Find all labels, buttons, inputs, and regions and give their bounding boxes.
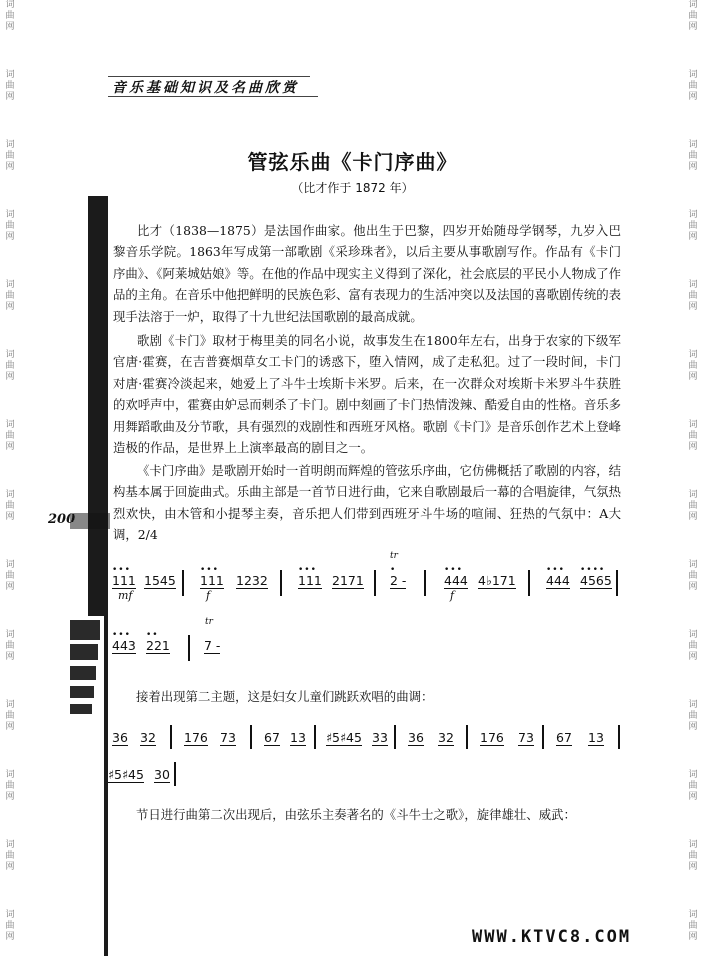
watermark-char: 网 xyxy=(688,92,698,102)
watermark-char: 词 xyxy=(5,70,15,80)
note-group: 2 - xyxy=(390,573,407,588)
watermark-char: 网 xyxy=(5,162,15,172)
book-title: 音乐基础知识及名曲欣赏 xyxy=(112,80,299,96)
octave-dots: ••• xyxy=(112,565,131,575)
note-group: 67 xyxy=(264,725,280,746)
watermark-char: 曲 xyxy=(688,151,698,161)
barline xyxy=(528,570,530,596)
watermark-char: 网 xyxy=(5,582,15,592)
octave-dots: ••• xyxy=(546,565,565,575)
octave-dots: ••• xyxy=(444,565,463,575)
watermark-char: 网 xyxy=(688,932,698,942)
header-rule-bottom xyxy=(108,96,318,97)
watermark-char: 词 xyxy=(5,140,15,150)
watermark-char: 曲 xyxy=(5,711,15,721)
watermark-char: 曲 xyxy=(5,571,15,581)
watermark-char: 曲 xyxy=(688,921,698,931)
watermark-char: 曲 xyxy=(688,501,698,511)
watermark-char: 曲 xyxy=(5,641,15,651)
watermark-char: 网 xyxy=(5,22,15,32)
note-group: 67 xyxy=(556,725,572,746)
watermark-char: 词 xyxy=(5,910,15,920)
watermark-char: 词 xyxy=(688,700,698,710)
note-group: 1232 xyxy=(236,573,268,588)
octave-dots: •••• xyxy=(580,565,606,575)
paragraph-2: 歌剧《卡门》取材于梅里美的同名小说，故事发生在1800年左右，出身于农家的下级军官唐·霍赛，在吉普赛烟草女工卡门的诱惑下，堕入情网，成了走私犯。过了一段时间，卡门对唐·霍赛冷淡起来，她爱上了斗牛士埃斯卡米罗。后来，在一次群众对埃斯卡米罗斗牛获胜的欢呼声中，霍赛由妒忌而刺杀了卡门。剧中刻画了卡门热情泼辣、酷爱自由的性格。音乐多用舞蹈歌曲及分节歌，具有强烈的戏剧性和西班牙风格。歌剧《卡门》是音乐创作艺术上登峰造极的作品，是世界上上演率最高的剧目之一。 xyxy=(113,333,622,456)
barline xyxy=(280,570,282,596)
note-group: 36 xyxy=(408,725,424,746)
watermark-char: 词 xyxy=(5,560,15,570)
note-group: 33 xyxy=(372,725,388,746)
score2-row2 xyxy=(108,762,188,798)
watermark-char: 曲 xyxy=(5,81,15,91)
paragraph-3: 《卡门序曲》是歌剧开始时一首明朗而辉煌的管弦乐序曲，它仿佛概括了歌剧的内容，结构基本属于回旋曲式。乐曲主部是一首节日进行曲，它来自歌剧最后一幕的合唱旋律，气氛热烈欢快，由木管和小提琴主奏，音乐把人们带到西班牙斗牛场的喧闹、狂热的气氛中：A大调，2/4 xyxy=(113,463,622,543)
watermark-char: 词 xyxy=(688,70,698,80)
watermark-char: 词 xyxy=(5,700,15,710)
note-group: 221 xyxy=(146,638,170,653)
watermark-char: 曲 xyxy=(688,81,698,91)
watermark-char: 词 xyxy=(5,210,15,220)
octave-dots: • xyxy=(390,565,397,575)
barline xyxy=(188,635,190,661)
note-group: 444 xyxy=(444,573,468,588)
watermark-char: 曲 xyxy=(5,501,15,511)
note-group: 7 - xyxy=(204,638,221,653)
watermark-char: 曲 xyxy=(5,11,15,21)
watermark-char: 词 xyxy=(688,560,698,570)
note-group: 4♭171 xyxy=(478,573,516,588)
watermark-char: 词 xyxy=(5,280,15,290)
barline xyxy=(174,762,176,786)
barline xyxy=(314,725,316,749)
watermark-char: 词 xyxy=(5,0,15,10)
watermark-char: 词 xyxy=(5,840,15,850)
watermark-char: 曲 xyxy=(688,361,698,371)
site-url: WWW.KTVC8.COM xyxy=(472,927,632,947)
watermark-char: 网 xyxy=(5,932,15,942)
watermark-char: 曲 xyxy=(5,781,15,791)
watermark-char: 词 xyxy=(688,840,698,850)
watermark-char: 网 xyxy=(688,862,698,872)
watermark-char: 网 xyxy=(688,722,698,732)
octave-dots: ••• xyxy=(200,565,219,575)
watermark-char: 曲 xyxy=(5,221,15,231)
watermark-char: 词 xyxy=(5,770,15,780)
note-group: 443 xyxy=(112,638,136,653)
barline xyxy=(618,725,620,749)
note-group: 111 xyxy=(112,573,136,588)
barline xyxy=(616,570,618,596)
barline xyxy=(250,725,252,749)
dynamic-marking: f xyxy=(206,589,211,602)
watermark-char: 曲 xyxy=(688,711,698,721)
watermark-char: 网 xyxy=(5,722,15,732)
watermark-char: 曲 xyxy=(5,151,15,161)
watermark-char: 词 xyxy=(688,140,698,150)
watermark-char: 网 xyxy=(5,652,15,662)
note-group: 73 xyxy=(518,725,534,746)
watermark-char: 网 xyxy=(5,232,15,242)
watermark-char: 词 xyxy=(5,350,15,360)
note-group: 111 xyxy=(200,573,224,588)
watermark-char: 曲 xyxy=(5,851,15,861)
note-group: 13 xyxy=(290,725,306,746)
watermark-char: 网 xyxy=(688,302,698,312)
page-title: 管弦乐曲《卡门序曲》 xyxy=(247,150,458,174)
watermark-char: 词 xyxy=(688,420,698,430)
octave-dots: •• xyxy=(146,630,159,640)
watermark-char: 词 xyxy=(5,420,15,430)
watermark-char: 网 xyxy=(688,442,698,452)
watermark-char: 网 xyxy=(5,92,15,102)
barline xyxy=(424,570,426,596)
note-group: 176 xyxy=(184,725,208,746)
paragraph-1: 比才（1838—1875）是法国作曲家。他出生于巴黎，四岁开始随母学钢琴，九岁入巴黎音乐学院。1863年写成第一部歌剧《采珍珠者》，以后主要从事歌剧写作。作品有《卡门序曲》、《阿莱城姑娘》等。在他的作品中现实主义得到了深化，社会底层的平民小人物成了作品的主角。在音乐中他把鲜明的民族色彩、富有表现力的生活冲突以及法国的喜歌剧传统的表现手法溶于一炉，取得了十九世纪法国歌剧的最高成就。 xyxy=(113,223,622,324)
watermark-char: 网 xyxy=(5,442,15,452)
watermark-char: 曲 xyxy=(688,11,698,21)
watermark-char: 词 xyxy=(5,630,15,640)
barline xyxy=(374,570,376,596)
octave-dots: ••• xyxy=(298,565,317,575)
score2-row1 xyxy=(108,725,628,761)
watermark-char: 网 xyxy=(688,792,698,802)
watermark-char: 曲 xyxy=(688,221,698,231)
watermark-char: 网 xyxy=(688,162,698,172)
watermark-char: 曲 xyxy=(688,641,698,651)
watermark-char: 网 xyxy=(5,862,15,872)
barline xyxy=(542,725,544,749)
watermark-char: 词 xyxy=(688,630,698,640)
dynamic-marking: mf xyxy=(118,589,133,602)
watermark-char: 词 xyxy=(688,0,698,10)
score1-row2 xyxy=(108,631,268,671)
dynamic-marking: f xyxy=(450,589,455,602)
watermark-char: 网 xyxy=(688,582,698,592)
barline xyxy=(182,570,184,596)
note-group: 73 xyxy=(220,725,236,746)
page-number: 200 xyxy=(48,512,76,527)
side-decoration-bar xyxy=(70,196,110,956)
note-group: 176 xyxy=(480,725,504,746)
trill-mark-1: tr xyxy=(390,551,398,561)
watermark-char: 词 xyxy=(5,490,15,500)
theme3-intro: 节日进行曲第二次出现后，由弦乐主奏著名的《斗牛士之歌》，旋律雄壮、威武： xyxy=(136,807,576,822)
barline xyxy=(170,725,172,749)
note-group: 111 xyxy=(298,573,322,588)
watermark-char: 网 xyxy=(688,22,698,32)
barline xyxy=(394,725,396,749)
watermark-char: 曲 xyxy=(688,851,698,861)
theme2-intro: 接着出现第二主题，这是妇女儿童们跳跃欢唱的曲调： xyxy=(136,689,434,704)
watermark-char: 网 xyxy=(5,512,15,522)
barline xyxy=(466,725,468,749)
score1-row1 xyxy=(108,566,628,606)
watermark-char: 网 xyxy=(688,512,698,522)
octave-dots: ••• xyxy=(112,630,131,640)
watermark-char: 网 xyxy=(688,652,698,662)
watermark-char: 曲 xyxy=(5,291,15,301)
watermark-char: 词 xyxy=(688,350,698,360)
watermark-char: 网 xyxy=(5,792,15,802)
watermark-char: 词 xyxy=(688,210,698,220)
watermark-char: 网 xyxy=(688,232,698,242)
note-group: 30 xyxy=(154,762,170,783)
trill-mark-2: tr xyxy=(205,617,213,627)
note-group: 1545 xyxy=(144,573,176,588)
note-group: ♯5♯45 xyxy=(326,725,362,746)
note-group: 2171 xyxy=(332,573,364,588)
watermark-char: 曲 xyxy=(688,571,698,581)
note-group: 36 xyxy=(112,725,128,746)
watermark-char: 曲 xyxy=(688,781,698,791)
watermark-char: 网 xyxy=(5,372,15,382)
note-group: ♯5♯45 xyxy=(108,762,144,783)
watermark-char: 曲 xyxy=(688,431,698,441)
note-group: 32 xyxy=(140,725,156,746)
watermark-char: 曲 xyxy=(5,921,15,931)
watermark-char: 曲 xyxy=(5,361,15,371)
watermark-char: 词 xyxy=(688,770,698,780)
watermark-char: 曲 xyxy=(5,431,15,441)
note-group: 13 xyxy=(588,725,604,746)
watermark-char: 词 xyxy=(688,910,698,920)
page-subtitle: （比才作于 1872 年） xyxy=(291,181,414,195)
watermark-char: 词 xyxy=(688,280,698,290)
note-group: 32 xyxy=(438,725,454,746)
watermark-char: 网 xyxy=(688,372,698,382)
note-group: 444 xyxy=(546,573,570,588)
note-group: 4565 xyxy=(580,573,612,588)
watermark-char: 词 xyxy=(688,490,698,500)
watermark-char: 网 xyxy=(5,302,15,312)
watermark-char: 曲 xyxy=(688,291,698,301)
